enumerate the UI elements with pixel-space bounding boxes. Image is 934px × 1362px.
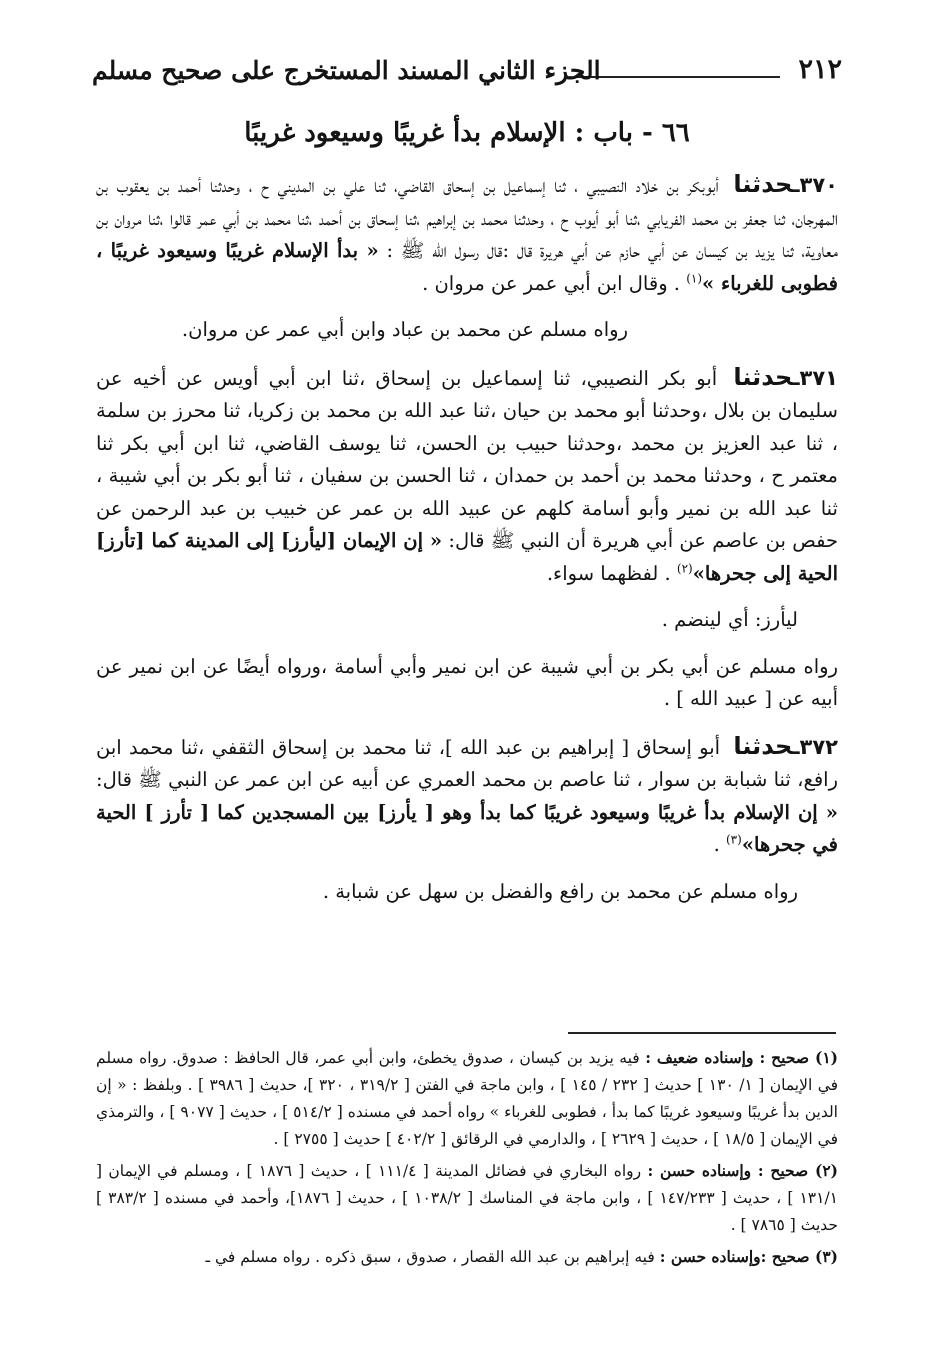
- hadith-tail: . وقال ابن أبي عمر عن مروان .: [422, 271, 681, 295]
- page-number: ٢١٢: [798, 54, 842, 85]
- footnote-3: [96, 1243, 838, 1271]
- hadith-372: [96, 730, 838, 862]
- footnote-marker: (١): [686, 271, 703, 285]
- footnote-label: (٢) صحيح : وإسناده حسن :: [647, 1161, 838, 1180]
- hadith-number: ٣٧٠ـ: [792, 173, 838, 197]
- hadith-number: ٣٧١ـ: [792, 365, 838, 390]
- footnote-label: (١) صحيح : وإسناده ضعيف :: [645, 1048, 838, 1067]
- haddathana-word: حدثنا: [733, 362, 793, 391]
- riwaya-370: رواه مسلم عن محمد بن عباد وابن أبي عمر عن مروان.: [181, 318, 628, 341]
- haddathana-word: حدثنا: [733, 731, 793, 760]
- hadith-tail: . لفظهما سواء.: [546, 561, 671, 585]
- hadith-371: [96, 361, 838, 591]
- gloss: ليأرز: أي لينضم .: [661, 608, 798, 631]
- isnad: أبو بكر النصيبي، ثنا إسماعيل بن إسحاق ،ثنا ابن أبي أويس عن أخيه عن سليمان بن بلال ،وحدثنا أبو محمد بن حيان ،ثنا عبد الله بن محمد بن زكريا، ثنا محرز بن سلمة ، ثنا عبد العزيز بن محمد ،وحدثنا حبيب بن الحسن، ثنا يوسف القاضي، ثنا ابن أبي بكر ثنا معتمر ح ، وحدثنا محمد بن أحمد بن حمدان ، ثنا الحسن بن سفيان ، ثنا أبو بكر بن أبي شيبة ، ثنا عبد الله بن نمير وأبو أسامة كلهم عن عبيد الله بن عمر عن خبيب بن عبد الرحمن عن حفص بن عاصم عن أبي هريرة أن النبي ﷺ قال:: [96, 366, 838, 552]
- chapter-title: ٦٦ - باب : الإسلام بدأ غريبًا وسيعود غريبًا: [244, 118, 690, 148]
- haddathana-word: حدثنا: [733, 170, 793, 198]
- riwaya-372: رواه مسلم عن محمد بن رافع والفضل بن سهل عن شبابة .: [322, 879, 798, 903]
- isnad: أبوبكر بن خلاد النصيبي ، ثنا إسماعيل بن إسحاق القاضي، ثنا علي بن المديني ح ، وحدثنا أحمد بن يعقوب بن المهرجان، ثنا جعفر بن محمد الفريابي ،ثنا أبو أيوب ح ، وحدثنا محمد بن إبراهيم ،ثنا إسحاق بن أحمد ،ثنا محمد بن أبي عمر قالوا ،ثنا مروان بن معاوية، ثنا يزيد بن كيسان عن أبي حازم عن أبي هريرة قال :قال رسول الله ﷺ :: [96, 174, 839, 262]
- footnote-text: رواه البخاري في فضائل المدينة [ ١١١/٤ ] ، حديث [ ١٨٧٦ ] ، ومسلم في الإيمان [ ١٣١/١ ] ، حديث [ ١٤٧/٢٣٣ ] ، وابن ماجة في المناسك [ ١٠٣٨/٢ ] ، حديث [ ١٨٧٦]، وأحمد في مسنده [ ٣٨٣/٢ ] حديث [ ٧٨٦٥ ] .: [96, 1162, 839, 1234]
- hadith-text: « بدأ الإسلام غريبًا وسيعود غريبًا ، فطوبى للغرباء »: [96, 239, 838, 295]
- footnote-text: فيه يزيد بن كيسان ، صدوق يخطئ، وابن أبي عمر، قال الحافظ : صدوق. رواه مسلم في الإيمان [ ١/ ١٣٠ ] حديث [ ٢٣٢ / ١٤٥ ] ، وابن ماجة في الفتن [ ٣١٩/٢ ، ٣٢٠ ]، حديث [ ٣٩٨٦ ] . وبلفظ : « إن الدين بدأ غريبًا وسيعود غريبًا كما بدأ ، فطوبى للغرباء » رواه أحمد في مسنده [ ٥١٤/٢ ] ، حديث [ ٩٠٧٧ ] ، والترمذي في الإيمان [ ١٨/٥ ] ، حديث [ ٢٦٢٩ ] ، والدارمي في الرقائق [ ٤٠٢/٢ ] حديث [ ٢٧٥٥ ] .: [96, 1049, 839, 1148]
- footnote-2: [96, 1157, 838, 1239]
- footnote-label: (٣) صحيح :وإسناده حسن :: [659, 1247, 838, 1266]
- footnotes: [96, 1044, 838, 1275]
- footnote-marker: (٣): [725, 832, 742, 847]
- page-header: [92, 52, 842, 102]
- footnote-1: [96, 1044, 838, 1153]
- hadith-text: « إن الإسلام بدأ غريبًا وسيعود غريبًا كما بدأ وهو [ يأرز] بين المسجدين كما [ تأرز ] الحية في جحرها»: [96, 800, 838, 856]
- header-rule: [575, 76, 780, 78]
- isnad: أبو إسحاق [ إبراهيم بن عبد الله ]، ثنا محمد بن إسحاق الثقفي ،ثنا محمد ابن رافع، ثنا شبابة بن سوار ، ثنا عاصم بن محمد العمري عن أبيه عن ابن عمر عن النبي ﷺ قال:: [96, 735, 838, 791]
- running-title: الجزء الثاني المسند المستخرج على صحيح مسلم: [92, 56, 601, 85]
- footnote-text: فيه إبراهيم بن عبد الله القصار ، صدوق ، سبق ذكره . رواه مسلم في ـ: [205, 1248, 655, 1266]
- hadith-number: ٣٧٢ـ: [792, 734, 838, 759]
- hadith-370: [96, 168, 838, 300]
- hadith-tail: .: [713, 833, 720, 856]
- hadith-text: « إن الإيمان [ليأرز] إلى المدينة كما [تأرز] الحية إلى جحرها»: [96, 529, 838, 585]
- main-text: [96, 168, 838, 908]
- footnote-separator: [568, 1032, 836, 1034]
- footnote-marker: (٢): [676, 561, 693, 575]
- riwaya-371: رواه مسلم عن أبي بكر بن أبي شيبة عن ابن نمير وأبي أسامة ،ورواه أيضًا عن ابن نمير عن أبيه عن [ عبيد الله ] .: [96, 654, 838, 710]
